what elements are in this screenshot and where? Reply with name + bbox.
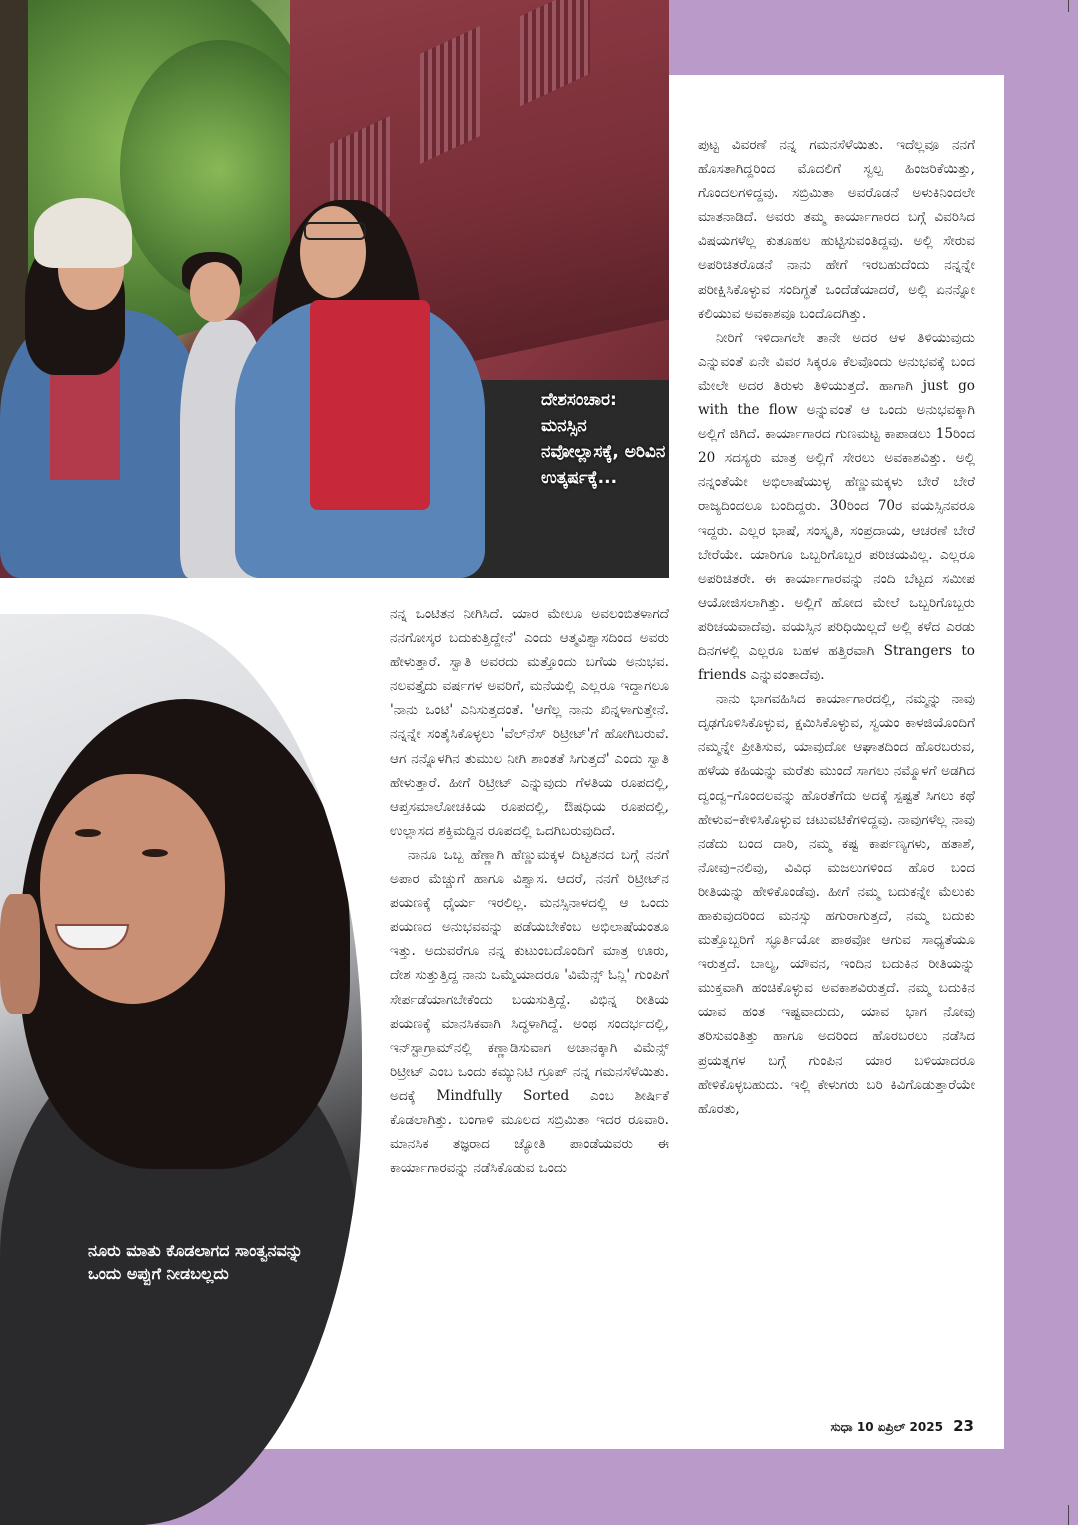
page-number: 23 <box>953 1417 974 1435</box>
page-footer <box>830 1417 974 1435</box>
bottom-photo-caption: ನೂರು ಮಾತು ಕೊಡಲಾಗದ ಸಾಂತ್ವನವನ್ನು ಒಂದು ಅಪ್ಪುಗೆ ನೀಡಬಲ್ಲದು <box>88 1241 303 1283</box>
magazine-name: ಸುಧಾ <box>830 1420 853 1434</box>
hand <box>0 894 40 1014</box>
paragraph: ನಾನೂ ಒಬ್ಬ ಹೆಣ್ಣಾಗಿ ಹೆಣ್ಣುಮಕ್ಕಳ ದಿಟ್ಟತನದ ಬಗ್ಗೆ ನನಗೆ ಅಪಾರ ಮೆಚ್ಚುಗೆ ಹಾಗೂ ವಿಶ್ವಾಸ. ಆದರೆ, ನನಗೆ ರಿಟ್ರೀಟ್‌ನ ಪಯಣಕ್ಕೆ ಧೈರ್ಯ ಇರಲಿಲ್ಲ. ಮನಸ್ಸಿನಾಳದಲ್ಲಿ ಆ ಒಂದು ಪಯಣದ ಅನುಭವವನ್ನು ಪಡೆಯಬೇಕೆಂಬ ಅಭಿಲಾಷೆಯಂತೂ ಇತ್ತು. ಅದುವರೆಗೂ ನನ್ನ ಕುಟುಂಬದೊಂದಿಗೆ ಮಾತ್ರ ಊರು, ದೇಶ ಸುತ್ತುತ್ತಿದ್ದ ನಾನು ಒಮ್ಮೆಯಾದರೂ 'ವಿಮೆನ್ಸ್ ಓನ್ಲಿ' ಗುಂಪಿಗೆ ಸೇರ್ಪಡೆಯಾಗಬೇಕೆಂದು ಬಯಸುತ್ತಿದ್ದೆ. ವಿಭಿನ್ನ ರೀತಿಯ ಪಯಣಕ್ಕೆ ಮಾನಸಿಕವಾಗಿ ಸಿದ್ಧಳಾಗಿದ್ದೆ. ಅಂಥ ಸಂದರ್ಭದಲ್ಲಿ, ಇನ್‌ಸ್ಟಾಗ್ರಾಮ್‌ನಲ್ಲಿ ಕಣ್ಣಾಡಿಸುವಾಗ ಅಚಾನಕ್ಕಾಗಿ ವಿಮೆನ್ಸ್ ರಿಟ್ರೀಟ್ ಎಂಬ ಒಂದು ಕಮ್ಯುನಿಟಿ ಗ್ರೂಪ್ ನನ್ನ ಗಮನಸೆಳೆಯಿತು. ಅದಕ್ಕೆ Mindfully Sorted ಎಂಬ ಶೀರ್ಷಿಕೆ ಕೊಡಲಾಗಿತ್ತು. ಬಂಗಾಳಿ ಮೂಲದ ಸಬ್ರಿಮಿತಾ ಇದರ ರೂವಾರಿ. ಮಾನಸಿಕ ತಜ್ಞರಾದ ಜ್ಯೋತಿ ಪಾಂಡೆಯವರು ಈ ಕಾರ್ಯಾಗಾರವನ್ನು ನಡೆಸಿಕೊಡುವ ಒಂದು <box>390 846 669 1177</box>
girl-eye <box>75 829 101 837</box>
top-photo-caption: ದೇಶಸಂಚಾರ: ಮನಸ್ಸಿನ ನವೋಲ್ಲಾಸಕ್ಕೆ, ಅರಿವಿನ ಉತ್ಕರ್ಷಕ್ಕೆ... <box>541 390 666 488</box>
paragraph: ನನ್ನ ಒಂಟಿತನ ನೀಗಿಸಿದೆ. ಯಾರ ಮೇಲೂ ಅವಲಂಬಿತಳಾಗದೆ ನನಗೋಸ್ಕರ ಬದುಕುತ್ತಿದ್ದೇನೆ' ಎಂದು ಆತ್ಮವಿಶ್ವಾಸದಿಂದ ಅವರು ಹೇಳುತ್ತಾರೆ. ಸ್ವಾತಿ ಅವರದು ಮತ್ತೊಂದು ಬಗೆಯ ಅನುಭವ. ನಲವತ್ತೈದು ವರ್ಷಗಳ ಅವರಿಗೆ, ಮನೆಯಲ್ಲಿ ಎಲ್ಲರೂ ಇದ್ದಾಗಲೂ 'ನಾನು ಒಂಟಿ' ಎನಿಸುತ್ತದಂತೆ. 'ಆಗೆಲ್ಲ ನಾನು ಖಿನ್ನಳಾಗುತ್ತೇನೆ. ನನ್ನನ್ನೇ ಸಂತೈಸಿಕೊಳ್ಳಲು 'ವೆಲ್‌ನೆಸ್ ರಿಟ್ರೀಟ್'ಗೆ ಹೋಗಿಬರುವೆ. ಆಗ ನನ್ನೊಳಗಿನ ತುಮುಲ ನೀಗಿ ಶಾಂತತೆ ಸಿಗುತ್ತದೆ' ಎಂದು ಸ್ವಾತಿ ಹೇಳುತ್ತಾರೆ. ಹೀಗೆ ರಿಟ್ರೀಟ್ ಎನ್ನುವುದು ಗೆಳತಿಯ ರೂಪದಲ್ಲಿ, ಆಪ್ತಸಮಾಲೋಚಕಿಯ ರೂಪದಲ್ಲಿ, ಔಷಧಿಯ ರೂಪದಲ್ಲಿ, ಉಲ್ಲಾಸದ ಶಕ್ತಿಮದ್ದಿನ ರೂಪದಲ್ಲಿ ಒದಗಿಬರುವುದಿದೆ. <box>390 606 669 839</box>
glasses <box>304 222 366 240</box>
paragraph: ಪುಟ್ಟ ವಿವರಣೆ ನನ್ನ ಗಮನಸೆಳೆಯಿತು. ಇದೆಲ್ಲವೂ ನನಗೆ ಹೊಸತಾಗಿದ್ದರಿಂದ ಮೊದಲಿಗೆ ಸ್ವಲ್ಪ ಹಿಂಜರಿಕೆಯಿತ್ತು, ಗೊಂದಲಗಳಿದ್ದವು. ಸಬ್ರಿಮಿತಾ ಅವರೊಡನೆ ಅಳುಕಿನಿಂದಲೇ ಮಾತನಾಡಿದೆ. ಅವರು ತಮ್ಮ ಕಾರ್ಯಾಗಾರದ ಬಗ್ಗೆ ವಿವರಿಸಿದ ವಿಷಯಗಳೆಲ್ಲ ಕುತೂಹಲ ಹುಟ್ಟಿಸುವಂತಿದ್ದವು. ಅಲ್ಲಿ ಸೇರುವ ಅಪರಿಚಿತರೊಡನೆ ನಾನು ಹೇಗೆ ಇರಬಹುದೆಂದು ನನ್ನನ್ನೇ ಪರೀಕ್ಷಿಸಿಕೊಳ್ಳುವ ಸಂದಿಗ್ಧತೆ ಒಂದೆಡೆಯಾದರೆ, ಅಲ್ಲಿ ಏನನ್ನೋ ಕಲಿಯುವ ಅವಕಾಶವೂ ಬಂದೊದಗಿತ್ತು. <box>698 137 975 322</box>
paragraph: ನಾನು ಭಾಗವಹಿಸಿದ ಕಾರ್ಯಾಗಾರದಲ್ಲಿ, ನಮ್ಮನ್ನು ನಾವು ದೃಢಗೊಳಿಸಿಕೊಳ್ಳುವ, ಕ್ಷಮಿಸಿಕೊಳ್ಳುವ, ಸ್ವಯಂ ಕಾಳಜಿಯೊಂದಿಗೆ ನಮ್ಮನ್ನೇ ಪ್ರೀತಿಸುವ, ಯಾವುದೋ ಆಘಾತದಿಂದ ಹೊರಬರುವ, ಹಳೆಯ ಕಹಿಯನ್ನು ಮರೆತು ಮುಂದೆ ಸಾಗಲು ನಮ್ಮೊಳಗೆ ಅಡಗಿದ ದ್ವಂದ್ವ–ಗೊಂದಲವನ್ನು ಹೊರತೆಗೆದು ಅದಕ್ಕೆ ಸ್ಪಷ್ಟತೆ ಸಿಗಲು ಕಥೆ ಹೇಳುವ–ಕೇಳಿಸಿಕೊಳ್ಳುವ ಚಟುವಟಿಕೆಗಳಿದ್ದವು. ನಾವುಗಳೆಲ್ಲ ನಾವು ನಡೆದು ಬಂದ ದಾರಿ, ನಮ್ಮ ಕಷ್ಟ ಕಾರ್ಪಣ್ಯಗಳು, ಹತಾಶೆ, ನೋವು–ನಲಿವು, ವಿವಿಧ ಮಜಲುಗಳಿಂದ ಹೊರ ಬಂದ ರೀತಿಯನ್ನು ಹೇಳಿಕೊಂಡೆವು. ಹೀಗೆ ನಮ್ಮ ಬದುಕನ್ನೇ ಮೆಲುಕು ಹಾಕುವುದರಿಂದ ಮನಸ್ಸು ಹಗುರಾಗುತ್ತದೆ, ನಮ್ಮ ಬದುಕು ಮತ್ತೊಬ್ಬರಿಗೆ ಸ್ಫೂರ್ತಿಯೋ ಪಾಠವೋ ಆಗುವ ಸಾಧ್ಯತೆಯೂ ಇರುತ್ತದೆ. ಬಾಲ್ಯ, ಯೌವನ, ಇಂದಿನ ಬದುಕಿನ ರೀತಿಯನ್ನು ಮುಕ್ತವಾಗಿ ಹಂಚಿಕೊಳ್ಳುವ ಅವಕಾಶವಿರುತ್ತದೆ. ನಮ್ಮ ಬದುಕಿನ ಯಾವ ಹಂತ ಇಷ್ಟವಾದುದು, ಯಾವ ಭಾಗ ನೋವು ತರಿಸುವಂತಿತ್ತು ಹಾಗೂ ಅದರಿಂದ ಹೊರಬರಲು ನಡೆಸಿದ ಪ್ರಯತ್ನಗಳ ಬಗ್ಗೆ ಗುಂಪಿನ ಯಾರ ಬಳಿಯಾದರೂ ಹೇಳಿಕೊಳ್ಳಬಹುದು. ಇಲ್ಲಿ ಕೇಳುಗರು ಬರಿ ಕಿವಿಗೊಡುತ್ತಾರೆಯೇ ಹೊರತು, <box>698 691 975 1117</box>
article-column-left <box>390 602 669 1180</box>
girl-face <box>40 774 225 1004</box>
girl-eye <box>142 849 168 857</box>
issue-date: 10 ಏಪ್ರಿಲ್ 2025 <box>856 1420 943 1434</box>
white-hat <box>34 198 132 268</box>
paragraph: ನೀರಿಗೆ ಇಳಿದಾಗಲೇ ತಾನೇ ಅದರ ಆಳ ತಿಳಿಯುವುದು ಎನ್ನುವಂತೆ ಏನೇ ವಿವರ ಸಿಕ್ಕರೂ ಕೆಲವೊಂದು ಅನುಭವಕ್ಕೆ ಬಂದ ಮೇಲೇ ಅದರ ತಿರುಳು ತಿಳಿಯುತ್ತದೆ. ಹಾಗಾಗಿ just go with the flow ಅನ್ನುವಂತೆ ಆ ಒಂದು ಅನುಭವಕ್ಕಾಗಿ ಅಲ್ಲಿಗೆ ಜಿಗಿದೆ. ಕಾರ್ಯಾಗಾರದ ಗುಣಮಟ್ಟ ಕಾಪಾಡಲು 15ರಿಂದ 20 ಸದಸ್ಯರು ಮಾತ್ರ ಅಲ್ಲಿಗೆ ಸೇರಲು ಅವಕಾಶವಿತ್ತು. ಅಲ್ಲಿ ನನ್ನಂತೆಯೇ ಅಭಿಲಾಷೆಯುಳ್ಳ ಹೆಣ್ಣುಮಕ್ಕಳು ಬೇರೆ ಬೇರೆ ರಾಜ್ಯದಿಂದಲೂ ಬಂದಿದ್ದರು. 30ರಿಂದ 70ರ ವಯಸ್ಸಿನವರೂ ಇದ್ದರು. ಎಲ್ಲರ ಭಾಷೆ, ಸಂಸ್ಕೃತಿ, ಸಂಪ್ರದಾಯ, ಆಚರಣೆ ಬೇರೆ ಬೇರೆಯೇ. ಯಾರಿಗೂ ಒಬ್ಬರಿಗೊಬ್ಬರ ಪರಿಚಯವಿಲ್ಲ. ಎಲ್ಲರೂ ಅಪರಿಚಿತರೇ. ಈ ಕಾರ್ಯಾಗಾರವನ್ನು ನಂದಿ ಬೆಟ್ಟದ ಸಮೀಪ ಆಯೋಜಿಸಲಾಗಿತ್ತು. ಅಲ್ಲಿಗೆ ಹೋದ ಮೇಲೆ ಒಬ್ಬರಿಗೊಬ್ಬರು ಪರಿಚಯವಾದೆವು. ವಯಸ್ಸಿನ ಪರಿಧಿಯಿಲ್ಲದೆ ಅಲ್ಲಿ ಕಳೆದ ಎರಡು ದಿನಗಳಲ್ಲಿ ಎಲ್ಲರೂ ಬಹಳ ಹತ್ತಿರವಾಗಿ Strangers to friends ಎನ್ನುವಂತಾದೆವು. <box>698 329 975 684</box>
top-photo <box>0 0 669 578</box>
person-face <box>300 206 366 298</box>
registration-mark <box>1068 0 1069 12</box>
person-red-shirt <box>310 300 430 510</box>
article-column-right <box>698 133 975 1121</box>
purple-background-left <box>0 578 20 614</box>
person-face <box>190 262 240 322</box>
registration-mark <box>1068 1505 1069 1525</box>
